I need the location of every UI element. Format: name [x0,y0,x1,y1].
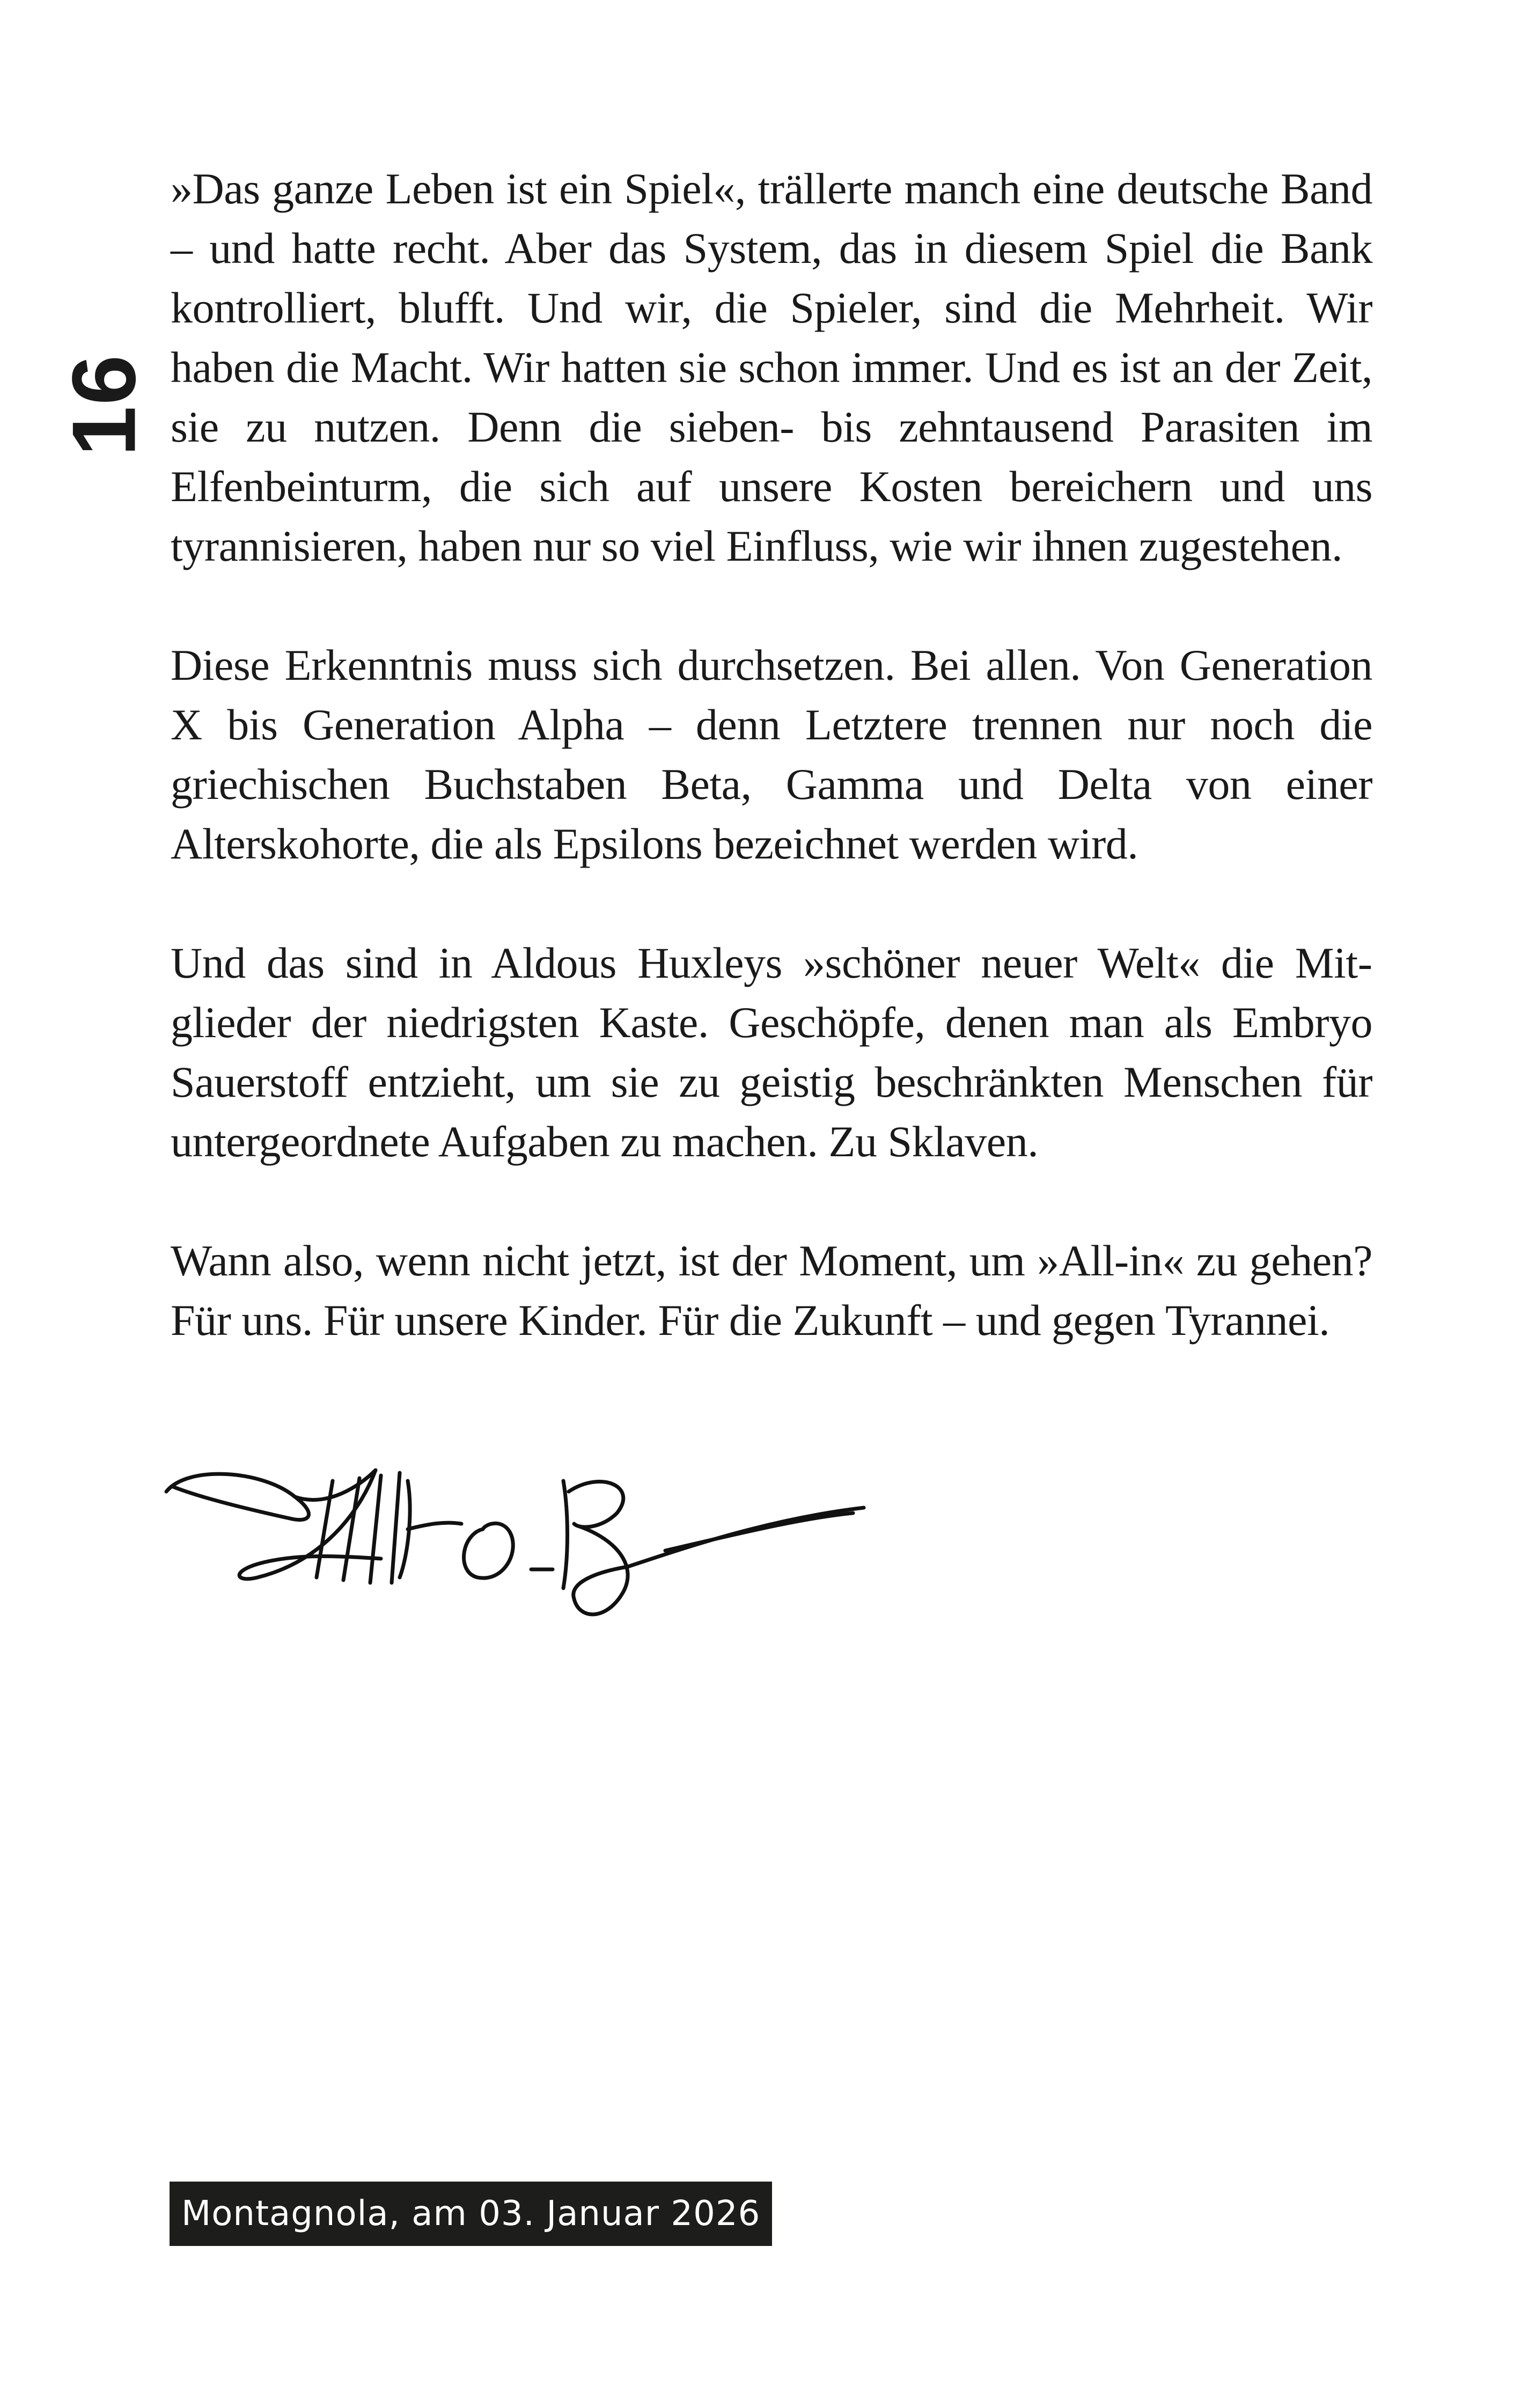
signature-icon [156,1449,880,1631]
paragraph-1: »Das ganze Leben ist ein Spiel«, trällerte manch eine deutsche Band – und hatte recht. Aber das System, das in diesem Spiel die Bank kontrolliert, blufft. Und wir, die Spieler, sind die Mehrheit. Wir haben die Macht. Wir hatten sie schon immer. Und es ist an der Zeit, sie zu nutzen. Denn die sieben- bis zehntausend Parasiten im Elfenbeinturm, die sich auf unsere Kosten bereichern und uns tyrannisieren, haben nur so viel Einfluss, wie wir ihnen zugestehen. [171,164,1372,570]
paragraph-4: Wann also, wenn nicht jetzt, ist der Moment, um »All-in« zu gehen? Für uns. Für unsere Kinder. Für die Zukunft – und gegen Tyrannei. [171,1236,1372,1345]
paragraph-3: Und das sind in Aldous Huxleys »schöner neuer Welt« die Mitglieder der niedrigsten Kaste. Geschöpfe, denen man als Embryo Sauerstoff entzieht, um sie zu geistig beschränkten Menschen für untergeordnete Aufgaben zu machen. Zu Sklaven. [171,938,1372,1166]
date-location-box [170,2182,772,2246]
body-text [171,159,1372,1350]
date-location-label: Montagnola, am 03. Januar 2026 [181,2194,761,2234]
page-number-label: 16 [53,354,154,457]
page-number [53,354,154,457]
paragraph-2: Diese Erkenntnis muss sich durchsetzen. Bei allen. Von Generation X bis Generation Alpha – denn Letztere trennen nur noch die griechischen Buchstaben Beta, Gamma und Delta von einer Alterskohorte, die als Epsilons bezeichnet werden wird. [171,641,1372,868]
